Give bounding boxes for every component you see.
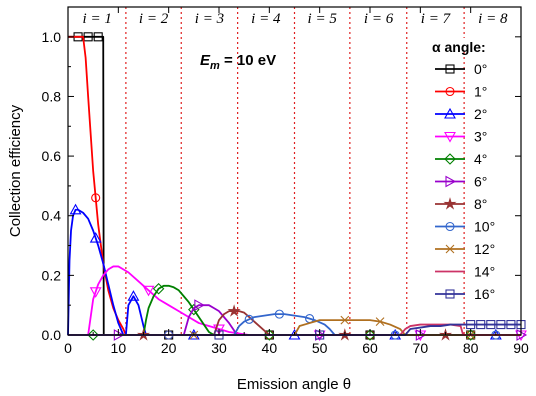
legend-label: 12° bbox=[474, 241, 496, 257]
zone-label-1: i = 1 bbox=[82, 11, 112, 27]
legend-label: 0° bbox=[474, 61, 488, 77]
annotation-subscript: m bbox=[210, 60, 220, 72]
y-tick-label: 0.4 bbox=[41, 207, 61, 224]
x-tick-label: 40 bbox=[261, 340, 278, 356]
y-tick-label: 0.6 bbox=[41, 148, 61, 165]
legend-label: 2° bbox=[474, 106, 488, 122]
legend-label: 8° bbox=[474, 196, 488, 212]
legend-label: 14° bbox=[474, 263, 496, 280]
x-tick-label: 50 bbox=[311, 340, 328, 356]
legend-label: 6° bbox=[474, 173, 488, 190]
zone-label-8: i = 8 bbox=[478, 11, 508, 27]
zone-label-7: i = 7 bbox=[420, 11, 451, 27]
y-tick-label: 0.2 bbox=[41, 267, 61, 284]
y-tick-label: 0.0 bbox=[41, 327, 61, 343]
zone-label-3: i = 3 bbox=[194, 11, 225, 27]
x-tick-label: 10 bbox=[110, 340, 127, 356]
zone-label-5: i = 5 bbox=[307, 11, 337, 27]
legend-label: 16° bbox=[474, 286, 496, 302]
x-tick-label: 90 bbox=[513, 340, 529, 356]
legend-label: 10° bbox=[474, 218, 496, 235]
legend-title: α angle: bbox=[432, 39, 486, 55]
x-tick-label: 20 bbox=[160, 340, 177, 356]
annotation-symbol: E bbox=[200, 52, 211, 69]
x-tick-label: 30 bbox=[211, 340, 227, 356]
y-axis-title: Collection efficiency bbox=[7, 104, 24, 238]
annotation-value: = 10 eV bbox=[219, 52, 277, 69]
x-tick-label: 80 bbox=[462, 340, 479, 356]
y-tick-label: 1.0 bbox=[41, 28, 61, 45]
plot-area bbox=[68, 7, 521, 335]
x-tick-label: 0 bbox=[64, 340, 72, 356]
zone-label-6: i = 6 bbox=[363, 11, 394, 27]
x-axis-title: Emission angle θ bbox=[236, 376, 352, 393]
legend-label: 1° bbox=[474, 83, 488, 100]
x-tick-label: 70 bbox=[412, 340, 429, 356]
y-tick-label: 0.8 bbox=[41, 88, 61, 105]
zone-label-2: i = 2 bbox=[138, 11, 169, 27]
legend-label: 3° bbox=[474, 128, 488, 145]
x-tick-label: 60 bbox=[362, 340, 378, 356]
legend-label: 4° bbox=[474, 151, 488, 167]
zone-label-4: i = 4 bbox=[251, 11, 281, 27]
